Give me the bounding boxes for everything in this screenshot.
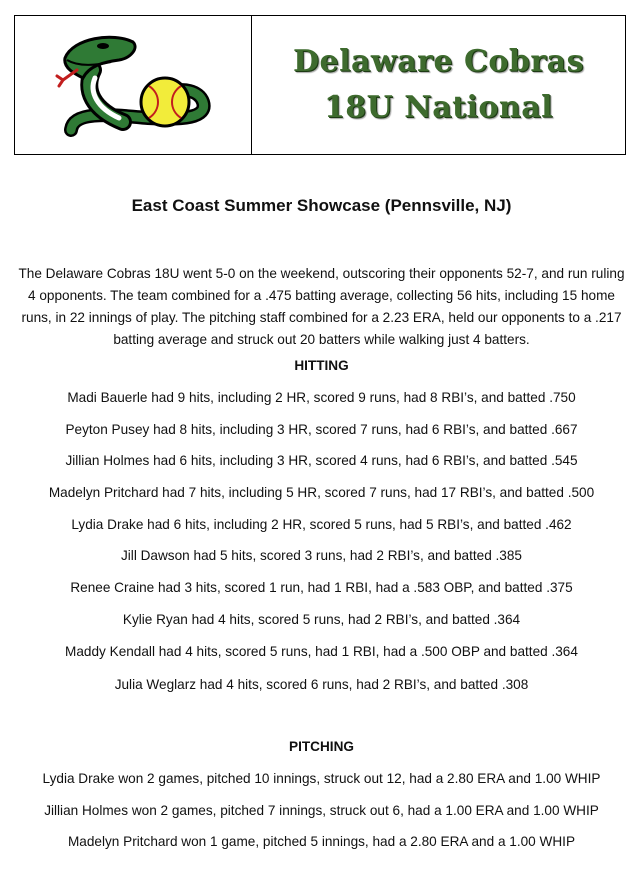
hitting-line: Maddy Kendall had 4 hits, scored 5 runs, had 1 RBI, had a .500 OBP and batted .364 <box>65 644 578 659</box>
header-table <box>14 15 626 155</box>
cobra-softball-logo-icon <box>53 30 213 140</box>
hitting-line: Renee Craine had 3 hits, scored 1 run, had 1 RBI, had a .583 OBP, and batted .375 <box>70 580 573 595</box>
pitching-line: Jillian Holmes won 2 games, pitched 7 innings, struck out 6, had a 1.00 ERA and 1.00 WHIP <box>44 803 599 818</box>
intro-paragraph: The Delaware Cobras 18U went 5-0 on the weekend, outscoring their opponents 52-7, and run ruling 4 opponents. The team combined for a .475 batting average, collecting 56 hits, including 15 home runs, in 22 innings of play. The pitching staff combined for a 2.23 ERA, held our opponents to a .217 batting average and struck out 20 batters while walking just 4 batters. <box>18 266 625 347</box>
hitting-line: Kylie Ryan had 4 hits, scored 5 runs, had 2 RBI’s, and batted .364 <box>122 612 521 627</box>
pitching-line: Madelyn Pritchard won 1 game, pitched 5 innings, had a 2.80 ERA and a 1.00 WHIP <box>67 834 576 849</box>
team-division-title: 18U National <box>323 90 554 125</box>
title-cell <box>252 16 625 154</box>
hitting-line: Jillian Holmes had 6 hits, including 3 HR, scored 4 runs, had 6 RBI’s, and batted .545 <box>65 453 578 468</box>
team-name-title: Delaware Cobras <box>292 44 585 79</box>
pitching-line: Lydia Drake won 2 games, pitched 10 innings, struck out 12, had a 2.80 ERA and 1.00 WHIP <box>42 771 601 786</box>
hitting-line: Jill Dawson had 5 hits, scored 3 runs, had 2 RBI’s, and batted .385 <box>120 548 522 563</box>
hitting-heading: HITTING <box>294 358 349 373</box>
hitting-line: Madi Bauerle had 9 hits, including 2 HR, scored 9 runs, had 8 RBI’s, and batted .750 <box>67 390 576 405</box>
logo-cell <box>15 16 252 154</box>
hitting-line: Julia Weglarz had 4 hits, scored 6 runs, had 2 RBI’s, and batted .308 <box>114 677 529 692</box>
event-title: East Coast Summer Showcase (Pennsville, NJ) <box>131 196 512 215</box>
pitching-heading: PITCHING <box>289 739 354 754</box>
hitting-line: Peyton Pusey had 8 hits, including 3 HR, scored 7 runs, had 6 RBI’s, and batted .667 <box>65 422 578 437</box>
hitting-line: Lydia Drake had 6 hits, including 2 HR, scored 5 runs, had 5 RBI’s, and batted .462 <box>71 517 572 532</box>
hitting-line: Madelyn Pritchard had 7 hits, including 5 HR, scored 7 runs, had 17 RBI’s, and batted .500 <box>48 485 595 500</box>
